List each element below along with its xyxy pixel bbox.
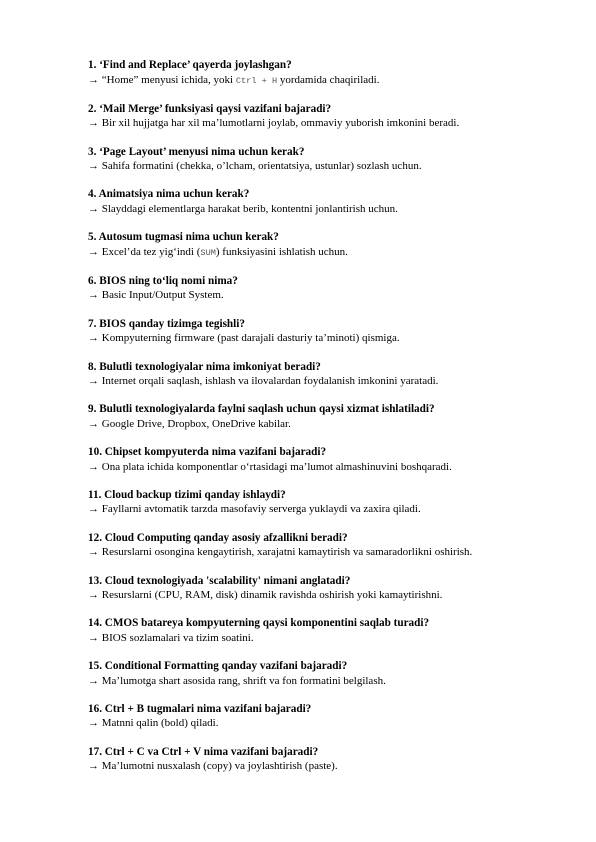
answer: → Resurslarni (CPU, RAM, disk) dinamik ravishda oshirish yoki kamaytirishni. bbox=[88, 589, 443, 602]
question: 7. BIOS qanday tizimga tegishli? bbox=[88, 317, 245, 330]
answer: → Kompyuterning firmware (past darajali dasturiy ta’minoti) qismiga. bbox=[88, 332, 400, 345]
answer bbox=[88, 245, 568, 261]
question: 11. Cloud backup tizimi qanday ishlaydi? bbox=[88, 488, 286, 501]
answer bbox=[88, 73, 568, 89]
document-page bbox=[88, 58, 568, 788]
answer: → Resurslarni osongina kengaytirish, xarajatni kamaytirish va samaradorlikni oshirish. bbox=[88, 546, 473, 559]
qa-item-9 bbox=[88, 402, 568, 431]
question: 12. Cloud Computing qanday asosiy afzallikni beradi? bbox=[88, 531, 348, 544]
answer-text: yordamida chaqiriladi. bbox=[277, 73, 380, 86]
qa-item-17 bbox=[88, 745, 568, 774]
question: 3. ‘Page Layout’ menyusi nima uchun kerak? bbox=[88, 145, 305, 158]
qa-item-11 bbox=[88, 488, 568, 517]
qa-item-3 bbox=[88, 145, 568, 174]
qa-item-16 bbox=[88, 702, 568, 731]
answer: → Google Drive, Dropbox, OneDrive kabilar. bbox=[88, 417, 291, 430]
answer-text: ) funksiyasini ishlatish uchun. bbox=[215, 245, 348, 258]
answer: → Basic Input/Output System. bbox=[88, 289, 224, 302]
answer: → Ona plata ichida komponentlar o‘rtasidagi ma’lumot almashinuvini boshqaradi. bbox=[88, 460, 452, 473]
qa-item-7 bbox=[88, 317, 568, 346]
function-code: SUM bbox=[200, 247, 216, 258]
qa-item-14 bbox=[88, 616, 568, 645]
question: 2. ‘Mail Merge’ funksiyasi qaysi vazifani bajaradi? bbox=[88, 102, 332, 115]
question: 10. Chipset kompyuterda nima vazifani bajaradi? bbox=[88, 446, 327, 459]
question: 16. Ctrl + B tugmalari nima vazifani bajaradi? bbox=[88, 702, 312, 715]
question: 15. Conditional Formatting qanday vazifani bajaradi? bbox=[88, 660, 348, 673]
answer: → Fayllarni avtomatik tarzda masofaviy serverga yuklaydi va zaxira qiladi. bbox=[88, 503, 421, 516]
answer: → Slayddagi elementlarga harakat berib, kontentni jonlantirish uchun. bbox=[88, 202, 398, 215]
qa-item-10 bbox=[88, 445, 568, 474]
question: 1. ‘Find and Replace’ qayerda joylashgan? bbox=[88, 59, 292, 71]
qa-item-13 bbox=[88, 574, 568, 603]
question: 8. Bulutli texnologiyalar nima imkoniyat beradi? bbox=[88, 360, 321, 373]
qa-item-12 bbox=[88, 531, 568, 560]
answer: → Internet orqali saqlash, ishlash va ilovalardan foydalanish imkonini yaratadi. bbox=[88, 375, 439, 388]
qa-item-15 bbox=[88, 659, 568, 688]
shortcut-code: Ctrl + H bbox=[235, 75, 278, 86]
question: 17. Ctrl + C va Ctrl + V nima vazifani bajaradi? bbox=[88, 745, 319, 758]
question: 5. Autosum tugmasi nima uchun kerak? bbox=[88, 231, 279, 244]
answer: → Bir xil hujjatga har xil ma’lumotlarni joylab, ommaviy yuborish imkonini beradi. bbox=[88, 117, 460, 130]
question: 6. BIOS ning to‘liq nomi nima? bbox=[88, 274, 238, 287]
answer: → Ma’lumotni nusxalash (copy) va joylashtirish (paste). bbox=[88, 760, 338, 773]
answer-text: → “Home” menyusi ichida, yoki bbox=[88, 73, 236, 86]
question: 14. CMOS batareya kompyuterning qaysi komponentini saqlab turadi? bbox=[88, 617, 430, 630]
qa-item-4 bbox=[88, 187, 568, 216]
answer-text: → Excel’da tez yig‘indi ( bbox=[88, 245, 201, 258]
qa-item-1 bbox=[88, 58, 568, 88]
qa-item-6 bbox=[88, 274, 568, 303]
answer: → BIOS sozlamalari va tizim soatini. bbox=[88, 631, 254, 644]
answer: → Matnni qalin (bold) qiladi. bbox=[88, 717, 219, 730]
question: 4. Animatsiya nima uchun kerak? bbox=[88, 188, 250, 201]
qa-item-5 bbox=[88, 230, 568, 260]
answer: → Sahifa formatini (chekka, o’lcham, orientatsiya, ustunlar) sozlash uchun. bbox=[88, 160, 422, 173]
answer: → Ma’lumotga shart asosida rang, shrift va fon formatini belgilash. bbox=[88, 674, 386, 687]
question: 13. Cloud texnologiyada 'scalability' nimani anglatadi? bbox=[88, 574, 351, 587]
question: 9. Bulutli texnologiyalarda faylni saqlash uchun qaysi xizmat ishlatiladi? bbox=[88, 403, 435, 416]
qa-item-8 bbox=[88, 360, 568, 389]
qa-item-2 bbox=[88, 102, 568, 131]
